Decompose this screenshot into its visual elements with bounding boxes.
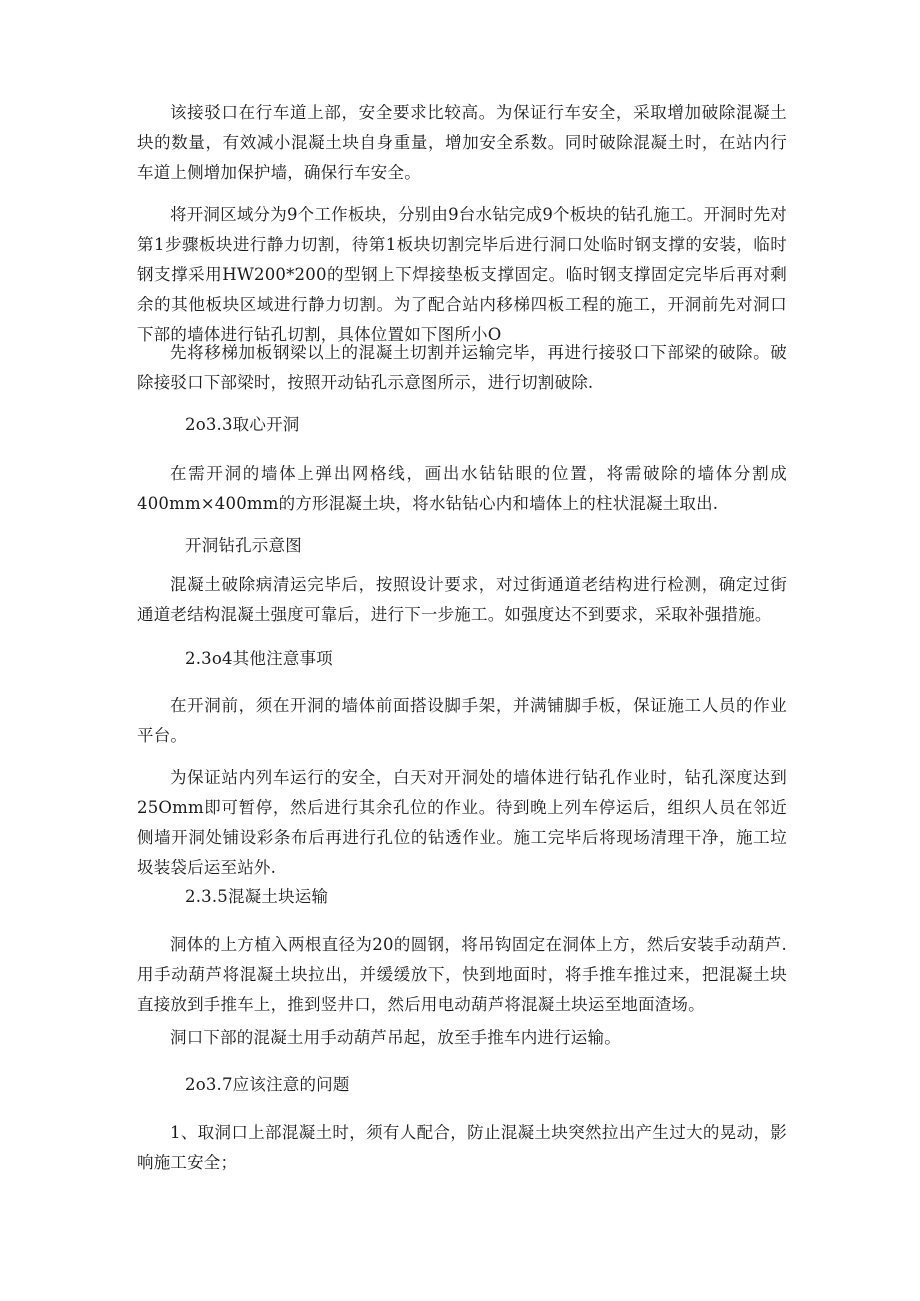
paragraph-safety-protection: 该接驳口在行车道上部，安全要求比较高。为保证行车安全，采取增加破除混凝土块的数量，有效减小混凝土块自身重量，增加安全系数。同时破除混凝土时，在站内行车道上侧增加保护墙，确保行车安全。 (137, 103, 787, 182)
paragraph-hoist-transport: 洞体的上方植入两根直径为20的圆钢，将吊钩固定在洞体上方，然后安装手动葫芦.用手动葫芦将混凝土块拉出，并缓缓放下，快到地面时，将手推车推过来，把混凝土块直接放到手推车上，推到竖井口，然后用电动葫芦将混凝土块运至地面渣场。 (137, 935, 787, 1014)
heading-core-drilling: 2o3.3取心开洞 (185, 415, 300, 434)
paragraph-issue-1: 1、取洞口上部混凝土时，须有人配合，防止混凝土块突然拉出产生过大的晃动，影响施工安全； (137, 1123, 787, 1172)
paragraph-scaffolding: 在开洞前，须在开洞的墙体前面搭设脚手架，并满铺脚手板，保证施工人员的作业平台。 (137, 696, 787, 745)
paragraph-cut-transport: 先将移梯加板钢梁以上的混凝土切割并运输完毕，再进行接驳口下部梁的破除。破除接驳口下部梁时，按照开动钻孔示意图所示，进行切割破除. (137, 343, 787, 392)
heading-other-notes: 2.3o4其他注意事项 (185, 649, 333, 668)
paragraph-train-safety: 为保证站内列车运行的安全，白天对开洞处的墙体进行钻孔作业时，钻孔深度达到25Omm即可暂停，然后进行其余孔位的作业。待到晚上列车停运后，组织人员在邻近侧墙开洞处铺设彩条布后再进行孔位的钻透作业。施工完毕后将现场清理干净，施工垃圾装袋后运至站外. (137, 768, 787, 877)
paragraph-structure-inspection: 混凝土破除病清运完毕后，按照设计要求，对过街通道老结构进行检测，确定过街通道老结构混凝土强度可靠后，进行下一步施工。如强度达不到要求，采取补强措施。 (137, 575, 787, 624)
paragraph-work-blocks: 将开洞区域分为9个工作板块，分别由9台水钻完成9个板块的钻孔施工。开洞时先对第1步骤板块进行静力切割，待第1板块切割完毕后进行洞口处临时钢支撑的安装，临时钢支撑采用HW200*200的型钢上下焊接垫板支撑固定。临时钢支撑固定完毕后再对剩余的其他板块区域进行静力切割。为了配合站内移梯四板工程的施工，开洞前先对洞口下部的墙体进行钻孔切割，具体位置如下图所小O (137, 205, 787, 344)
paragraph-lower-concrete: 洞口下部的混凝土用手动葫芦吊起，放至手推车内进行运输。 (170, 1028, 621, 1047)
heading-attention-issues: 2o3.7应该注意的问题 (185, 1075, 350, 1094)
paragraph-grid-marking: 在需开洞的墙体上弹出网格线，画出水钻钻眼的位置，将需破除的墙体分割成400mm×400mm的方形混凝土块，将水钻钻心内和墙体上的柱状混凝土取出. (137, 464, 787, 513)
heading-block-transport: 2.3.5混凝土块运输 (185, 887, 329, 906)
heading-drilling-diagram: 开洞钻孔示意图 (185, 536, 302, 555)
